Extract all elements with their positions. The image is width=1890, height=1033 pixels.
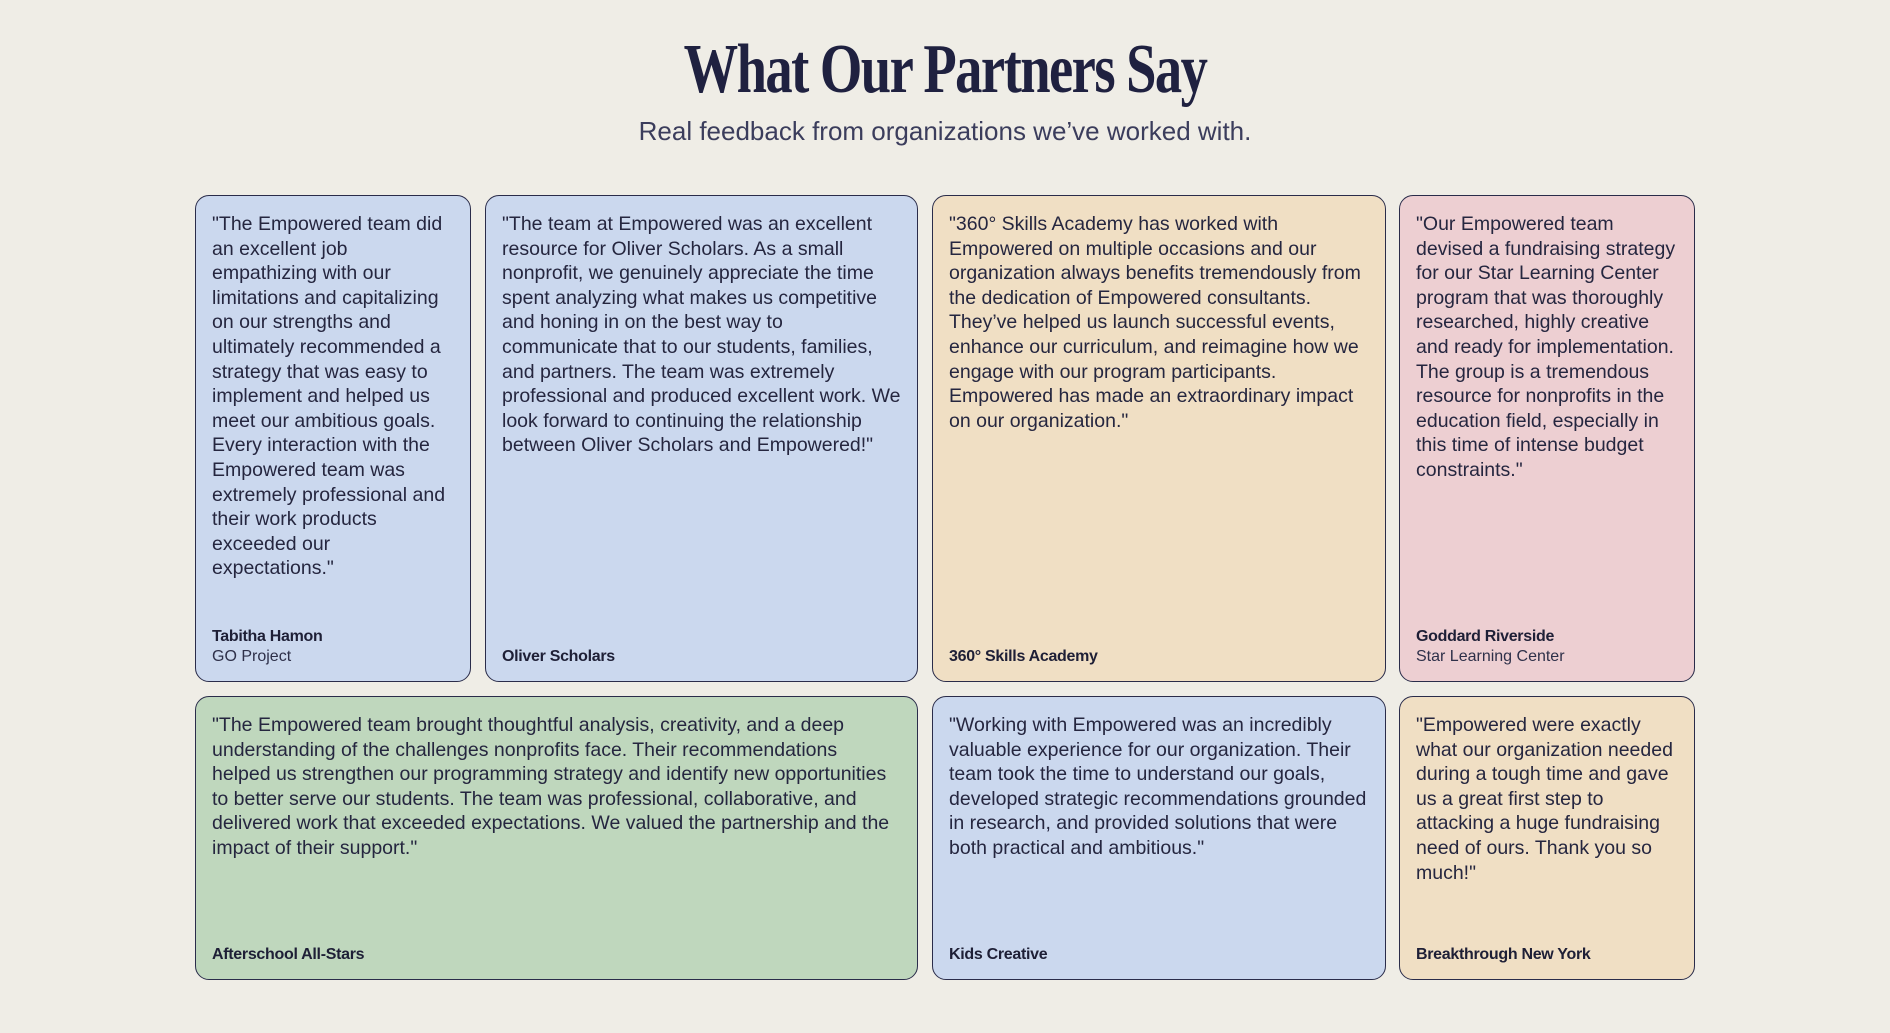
testimonial-quote: "360° Skills Academy has worked with Empowered on multiple occasions and our organization always benefits tremendously from the dedication of Empowered consultants. They’ve helped us launch successful events, enhance our curriculum, and reimagine how we engage with our program participants. Empowered has made an extraordinary impact on our organization." xyxy=(949,213,1361,432)
testimonial-author-name: Tabitha Hamon xyxy=(212,628,323,645)
testimonial-author-name: Breakthrough New York xyxy=(1416,946,1591,963)
testimonial-card-breakthrough-new-york xyxy=(1399,696,1695,980)
testimonial-card-afterschool-all-stars xyxy=(195,696,918,980)
testimonial-quote: "Empowered were exactly what our organization needed during a tough time and gave us a great first step to attacking a huge fundraising need of ours. Thank you so much!" xyxy=(1416,714,1673,884)
testimonial-author-name: Kids Creative xyxy=(949,946,1048,963)
testimonial-card-goddard-riverside xyxy=(1399,195,1695,682)
testimonial-attribution xyxy=(212,627,454,667)
testimonial-quote: "The Empowered team brought thoughtful analysis, creativity, and a deep understanding of the challenges nonprofits face. Their recommendations helped us strengthen our programming strategy and identify new opportunities to better serve our students. The team was professional, collaborative, and delivered work that exceeded expectations. We valued the partnership and the impact of their support." xyxy=(212,714,890,859)
testimonial-author-name: 360° Skills Academy xyxy=(949,648,1098,665)
testimonial-quote: "The team at Empowered was an excellent resource for Oliver Scholars. As a small nonprofit, we genuinely appreciate the time spent analyzing what makes us competitive and honing in on the best way to communicate that to our students, families, and partners. The team was extremely professional and produced excellent work. We look forward to continuing the relationship between Oliver Scholars and Empowered!" xyxy=(502,213,901,457)
testimonial-card-kids-creative xyxy=(932,696,1386,980)
testimonial-attribution xyxy=(949,945,1369,965)
testimonial-author-name: Oliver Scholars xyxy=(502,648,615,665)
testimonial-card-go-project xyxy=(195,195,471,682)
testimonial-card-oliver-scholars xyxy=(485,195,918,682)
testimonial-attribution xyxy=(1416,945,1678,965)
testimonial-attribution xyxy=(1416,627,1678,667)
testimonial-quote: "Our Empowered team devised a fundraising strategy for our Star Learning Center program that was thoroughly researched, highly creative and ready for implementation. The group is a tremendous resource for nonprofits in the education field, especially in this time of intense budget constraints." xyxy=(1416,213,1676,481)
page-title: What Our Partners Say xyxy=(683,31,1207,108)
page-subtitle: Real feedback from organizations we’ve worked with. xyxy=(638,116,1252,146)
testimonial-author-name: Afterschool All-Stars xyxy=(212,946,365,963)
testimonial-attribution xyxy=(502,647,901,667)
testimonial-author-org: Star Learning Center xyxy=(1416,648,1565,665)
testimonial-author-name: Goddard Riverside xyxy=(1416,628,1555,645)
testimonial-author-org: GO Project xyxy=(212,648,292,665)
testimonial-quote: "Working with Empowered was an incredibly valuable experience for our organization. Their team took the time to understand our goals, developed strategic recommendations grounded in research, and provided solutions that were both practical and ambitious." xyxy=(949,714,1367,859)
testimonial-attribution xyxy=(212,945,901,965)
testimonial-card-360-skills-academy xyxy=(932,195,1386,682)
testimonial-attribution xyxy=(949,647,1369,667)
testimonial-quote: "The Empowered team did an excellent job empathizing with our limitations and capitalizing on our strengths and ultimately recommended a strategy that was easy to implement and helped us meet our ambitious goals. Every interaction with the Empowered team was extremely professional and their work products exceeded our expectations." xyxy=(212,213,446,580)
